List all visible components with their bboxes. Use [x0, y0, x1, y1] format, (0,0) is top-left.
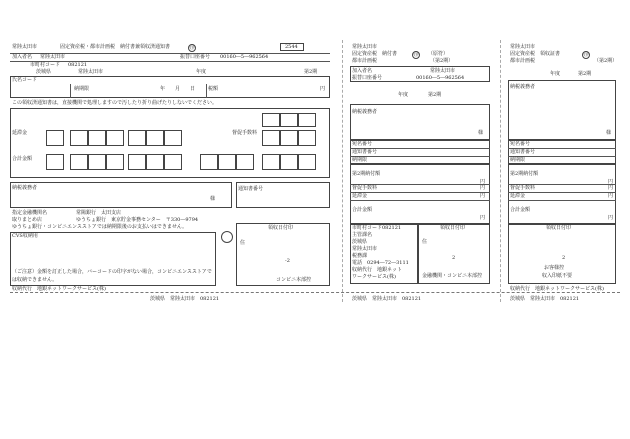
payee-value: 常陸太田市	[40, 54, 66, 60]
digit-cell	[128, 130, 146, 146]
digit-cell	[218, 154, 236, 170]
seal-stamp: ㊞	[583, 52, 589, 58]
address-mark: 住	[422, 239, 428, 245]
bank-collection-label: 取りまとめ店	[12, 217, 43, 223]
mid-city-code-label: 市町村コード082121	[352, 225, 402, 231]
post-note: ゆうちょ銀行・コンビニエンスストアでは納期限後のお支払いはできません。	[12, 224, 188, 230]
taxpayer-label: 納税義務者	[12, 185, 38, 191]
right-customer-copy: お客様控	[544, 265, 565, 271]
mid-tax-amount-label: 第2期納付額	[352, 171, 381, 177]
mid-office-line: 税務課	[352, 253, 368, 259]
digit-cell	[46, 130, 64, 146]
digit-cell	[280, 113, 298, 127]
bank-collection-value: ゆうちょ銀行 東京貯金事務センター 〒330―9794	[76, 217, 199, 223]
divider	[350, 200, 490, 201]
mid-agent-line: 収納代行 地銀ネット	[352, 267, 403, 273]
digit-cell	[146, 154, 164, 170]
right-sama: 様	[606, 130, 612, 136]
city: 常陸太田市	[78, 69, 104, 75]
yen-unit: 円	[480, 193, 486, 199]
digit-cell	[262, 113, 280, 127]
yen-unit: 円	[608, 179, 614, 185]
mid-footer: 茨城県 常陸太田市 082121	[352, 296, 422, 302]
address-mark: 住	[240, 240, 246, 246]
digit-cell	[236, 154, 254, 170]
digit-cell	[164, 154, 182, 170]
taxpayer-box	[10, 182, 232, 208]
digit-cell	[164, 130, 182, 146]
mid-sama: 様	[478, 130, 484, 136]
city-code-label: 市町村コード	[30, 62, 61, 68]
yen-unit: 円	[480, 179, 486, 185]
account-label: 振替口座番号	[180, 54, 211, 60]
right-tax-line1: 固定資産税 領収証書	[510, 51, 561, 57]
mid-fee-supervision: 督促手数料	[352, 185, 378, 191]
seal-stamp: ㊞	[413, 52, 419, 58]
mid-taxpayer-label: 納税義務者	[352, 109, 378, 115]
cvs-note: （ご注意）金額を訂正した場合，バーコードの印字がない場合，コンビニエンスストアでは収納できません。	[12, 269, 212, 283]
mid-office-line: 常陸太田市	[352, 246, 378, 252]
right-tax-amount-label: 第2期納付額	[510, 171, 539, 177]
mid-year-label: 年度	[398, 92, 409, 98]
mid-city: 常陸太田市	[352, 44, 378, 50]
digit-cell	[106, 130, 124, 146]
right-stamp-note: 収入印紙不要	[542, 273, 573, 279]
digit-cell	[298, 130, 316, 146]
right-row-notice: 通知書番号	[510, 149, 536, 155]
digit-cell	[298, 154, 316, 170]
notice-number-label: 通知書番号	[238, 186, 264, 192]
mid-fee-overdue: 延滞金	[352, 193, 368, 199]
notice-text: この領収済通知書は，直接機関で処理しますので汚したり折り曲げたりしないでください。	[12, 100, 218, 106]
mid-total-label: 合計金額	[352, 207, 373, 213]
right-receipt-stamp-label: 領収日付印	[546, 225, 572, 231]
mid-row-addressee: 宛名番号	[352, 141, 373, 147]
mid-tax-line2-note: （第2期）	[430, 58, 454, 64]
supervision-fee-label: 督促手数料	[232, 130, 258, 136]
perforation	[342, 40, 343, 302]
digit-cell	[70, 154, 88, 170]
digit-cell	[70, 130, 88, 146]
cvs-head-office: コンビニ本部控	[276, 277, 312, 283]
city-code: 082121	[68, 62, 88, 68]
copy-number: -2	[285, 258, 290, 264]
digit-cell	[298, 113, 316, 127]
digit-cell	[128, 154, 146, 170]
yen-unit: 円	[608, 193, 614, 199]
due-date-label: 納期限	[74, 86, 90, 92]
mid-office-phone: 電話 0294―72―3111	[352, 260, 409, 266]
digit-cell	[88, 154, 106, 170]
mid-row-due: 納期限	[352, 157, 368, 163]
right-taxpayer-label: 納税義務者	[510, 84, 536, 90]
prefecture: 茨城県	[36, 69, 52, 75]
payslip-payee-name: 常陸太田市	[12, 44, 38, 50]
right-period: 第2期	[578, 71, 592, 77]
right-period-note: （第2期）	[594, 58, 618, 64]
yen-unit: 円	[320, 86, 326, 92]
yen-unit: 円	[480, 215, 486, 221]
divider	[350, 192, 490, 193]
name-code-label: 氏名コード	[12, 77, 38, 83]
payee-label: 加入者名	[12, 54, 33, 60]
mid-row-notice: 通知書番号	[352, 149, 378, 155]
copy-number: 2	[562, 255, 566, 261]
mid-tax-line1-note: （原符）	[428, 51, 449, 57]
digit-cell	[88, 130, 106, 146]
right-row-due: 納期限	[510, 157, 526, 163]
divider	[70, 84, 71, 98]
right-year-label: 年度	[550, 71, 561, 77]
perforation	[500, 40, 501, 302]
sama: 様	[210, 196, 216, 202]
mid-period: 第2期	[428, 92, 442, 98]
cvs-label: CVS収納用	[12, 233, 38, 239]
digit-cell	[146, 130, 164, 146]
digit-cell	[280, 130, 298, 146]
bank-designated-label: 指定金融機関名	[12, 210, 48, 216]
yen-unit: 円	[480, 185, 486, 191]
mid-account-label: 振替口座番号	[352, 75, 383, 81]
mid-tax-line2: 都市計画税	[352, 58, 378, 64]
yen-unit: 円	[608, 185, 614, 191]
seal-stamp: ㊞	[189, 45, 195, 51]
divider	[350, 156, 490, 157]
account-number: 00160―5―962564	[220, 54, 269, 60]
agent: 収納代行 地銀ネットワークサービス(株)	[12, 286, 106, 292]
yen-unit: 円	[608, 215, 614, 221]
tax-amount-label: 税額	[208, 86, 219, 92]
mid-receipt-stamp-label: 領収日付印	[440, 225, 466, 231]
register-circle	[221, 231, 233, 243]
right-agent: 収納代行 地銀ネットワークサービス(株)	[510, 286, 604, 292]
total-label: 合計金額	[12, 156, 33, 162]
right-city: 常陸太田市	[510, 44, 536, 50]
payslip-title: 固定資産税・都市計画税 納付書兼領収済通知書	[60, 44, 171, 50]
mid-payee-label: 加入者名	[352, 68, 373, 74]
code-box-value: 2544	[285, 44, 298, 50]
mid-agent-line: ワークサービス(株)	[352, 274, 396, 280]
bank-designated-value: 常陽銀行 太田支店	[76, 210, 122, 216]
mid-account-number: 00160―5―962564	[416, 75, 465, 81]
code-box	[280, 43, 304, 51]
mid-office-line: 茨城県	[352, 239, 368, 245]
overdue-label: 延滞金	[12, 130, 28, 136]
right-footer: 茨城県 常陸太田市 082121	[510, 296, 580, 302]
due-date-value: 年 月 日	[160, 86, 196, 92]
divider	[508, 200, 616, 201]
copy-number: 2	[452, 255, 456, 261]
year-label: 年度	[196, 69, 207, 75]
digit-cell	[262, 154, 280, 170]
right-fee-supervision: 督促手数料	[510, 185, 536, 191]
footer: 茨城県 常陸太田市 082121	[150, 296, 220, 302]
right-fee-overdue: 延滞金	[510, 193, 526, 199]
right-row-addressee: 宛名番号	[510, 141, 531, 147]
digit-cell	[106, 154, 124, 170]
cut-line	[10, 292, 620, 293]
digit-cell	[280, 154, 298, 170]
mid-payee-value: 常陸太田市	[430, 68, 456, 74]
right-tax-line2: 都市計画税	[510, 58, 536, 64]
mid-office-label: 主管課名	[352, 232, 373, 238]
divider	[206, 84, 207, 98]
mid-tax-line1: 固定資産税 納付書	[352, 51, 398, 57]
mid-cvs-copy: 金融機関・コンビニ本部控	[422, 273, 483, 279]
digit-cell	[46, 154, 64, 170]
period: 第2期	[304, 69, 318, 75]
right-total-label: 合計金額	[510, 207, 531, 213]
receipt-stamp-label: 領収日付印	[268, 225, 294, 231]
digit-cell	[262, 130, 280, 146]
digit-cell	[200, 154, 218, 170]
